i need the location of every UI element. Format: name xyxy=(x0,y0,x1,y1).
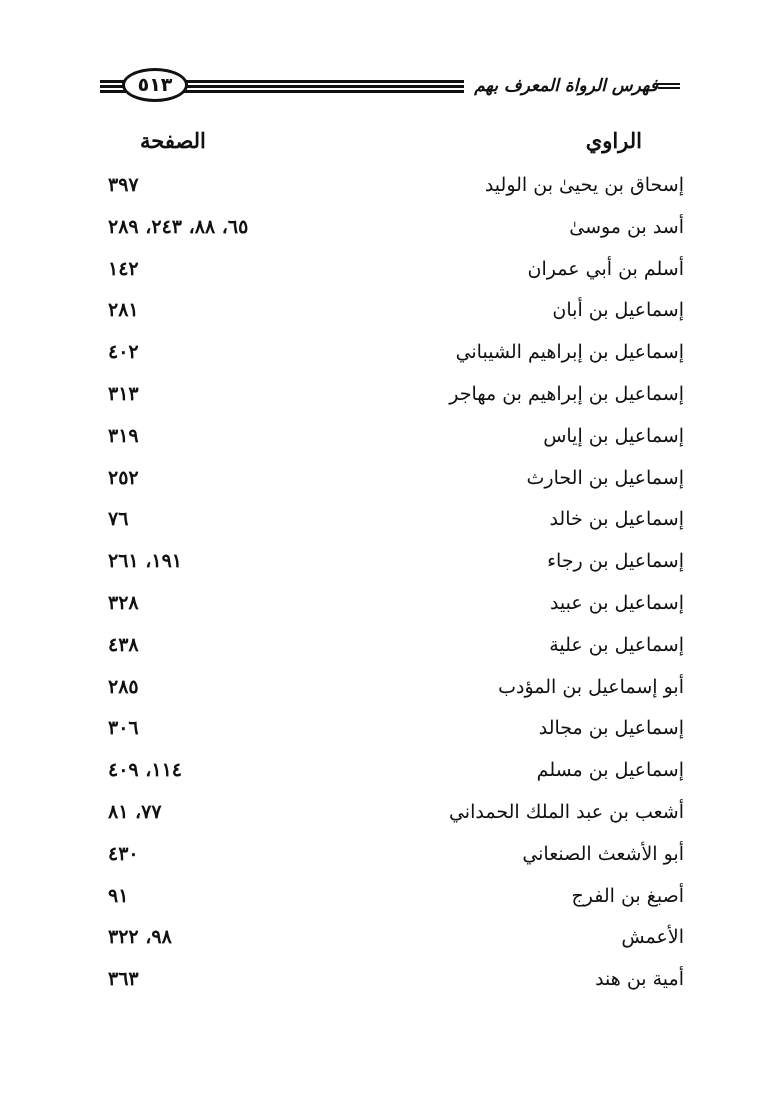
index-row xyxy=(0,628,766,670)
narrator-name: إسماعيل بن عبيد xyxy=(549,591,684,614)
narrator-name: أبو الأشعث الصنعاني xyxy=(522,842,684,865)
narrator-name: إسماعيل بن علية xyxy=(549,633,684,656)
index-row xyxy=(0,711,766,753)
column-header-narrator: الراوي xyxy=(585,128,642,153)
page-references: ٩١ xyxy=(108,884,129,907)
page-references: ٣٢٨ xyxy=(108,591,139,614)
narrator-name: إسحاق بن يحيىٰ بن الوليد xyxy=(484,174,684,196)
narrator-name: أمية بن هند xyxy=(595,968,684,991)
index-row xyxy=(0,335,766,377)
index-row xyxy=(0,586,766,628)
narrator-name: أسلم بن أبي عمران xyxy=(527,257,684,280)
column-header-page: الصفحة xyxy=(140,128,206,153)
page-references: ٣٩٧ xyxy=(108,174,139,196)
page-references: ٤٠٢ xyxy=(108,341,139,364)
index-row xyxy=(0,879,766,921)
page-references: ٢٥٢ xyxy=(108,466,139,489)
narrator-name: إسماعيل بن إبراهيم بن مهاجر xyxy=(449,382,684,405)
page-references: ٢٨٥ xyxy=(108,675,139,698)
index-row xyxy=(0,753,766,795)
page-references: ٧٦ xyxy=(108,508,129,531)
header-title-box xyxy=(464,68,690,104)
narrator-name: أصبغ بن الفرج xyxy=(571,884,684,907)
index-row xyxy=(0,837,766,879)
narrator-name: إسماعيل بن الحارث xyxy=(526,466,684,489)
index-row xyxy=(0,920,766,962)
index-row xyxy=(0,461,766,503)
page-references: ٦٥، ٨٨، ٢٤٣، ٢٨٩ xyxy=(108,215,249,238)
title-ornament xyxy=(658,81,680,91)
narrator-name: إسماعيل بن خالد xyxy=(549,508,684,531)
index-row xyxy=(0,502,766,544)
index-row xyxy=(0,962,766,1004)
narrator-name: إسماعيل بن مسلم xyxy=(536,759,684,782)
narrator-name: إسماعيل بن أبان xyxy=(552,299,684,322)
index-row xyxy=(0,293,766,335)
page-number: ٥١٣ xyxy=(122,68,188,102)
narrator-name: أشعب بن عبد الملك الحمداني xyxy=(448,800,684,823)
page-references: ٣٠٦ xyxy=(108,717,139,740)
index-row xyxy=(0,670,766,712)
narrator-name: إسماعيل بن إياس xyxy=(543,424,684,447)
index-row xyxy=(0,419,766,461)
index-list xyxy=(0,168,766,1004)
index-row xyxy=(0,252,766,294)
page-references: ٢٨١ xyxy=(108,299,139,322)
page-references: ٣٦٣ xyxy=(108,968,139,991)
narrator-name: أبو إسماعيل بن المؤدب xyxy=(498,675,684,698)
index-row xyxy=(0,168,766,210)
page-references: ١١٤، ٤٠٩ xyxy=(108,759,182,782)
narrator-name: إسماعيل بن رجاء xyxy=(547,550,684,573)
narrator-name: إسماعيل بن مجالد xyxy=(538,717,684,740)
page-references: ٤٣٠ xyxy=(108,842,139,865)
page-references: ٩٨، ٣٢٢ xyxy=(108,926,172,949)
page-references: ١٤٢ xyxy=(108,257,139,280)
running-title: فهرس الرواة المعرف بهم xyxy=(474,76,658,96)
index-row xyxy=(0,210,766,252)
page-references: ٣١٩ xyxy=(108,424,139,447)
index-row xyxy=(0,377,766,419)
page-references: ٣١٣ xyxy=(108,382,139,405)
running-header xyxy=(100,66,690,112)
page-references: ١٩١، ٢٦١ xyxy=(108,550,182,573)
page-references: ٧٧، ٨١ xyxy=(108,800,162,823)
narrator-name: أسد بن موسىٰ xyxy=(569,215,684,238)
narrator-name: إسماعيل بن إبراهيم الشيباني xyxy=(455,341,684,364)
index-row xyxy=(0,544,766,586)
page-references: ٤٣٨ xyxy=(108,633,139,656)
narrator-name: الأعمش xyxy=(621,926,684,949)
index-row xyxy=(0,795,766,837)
